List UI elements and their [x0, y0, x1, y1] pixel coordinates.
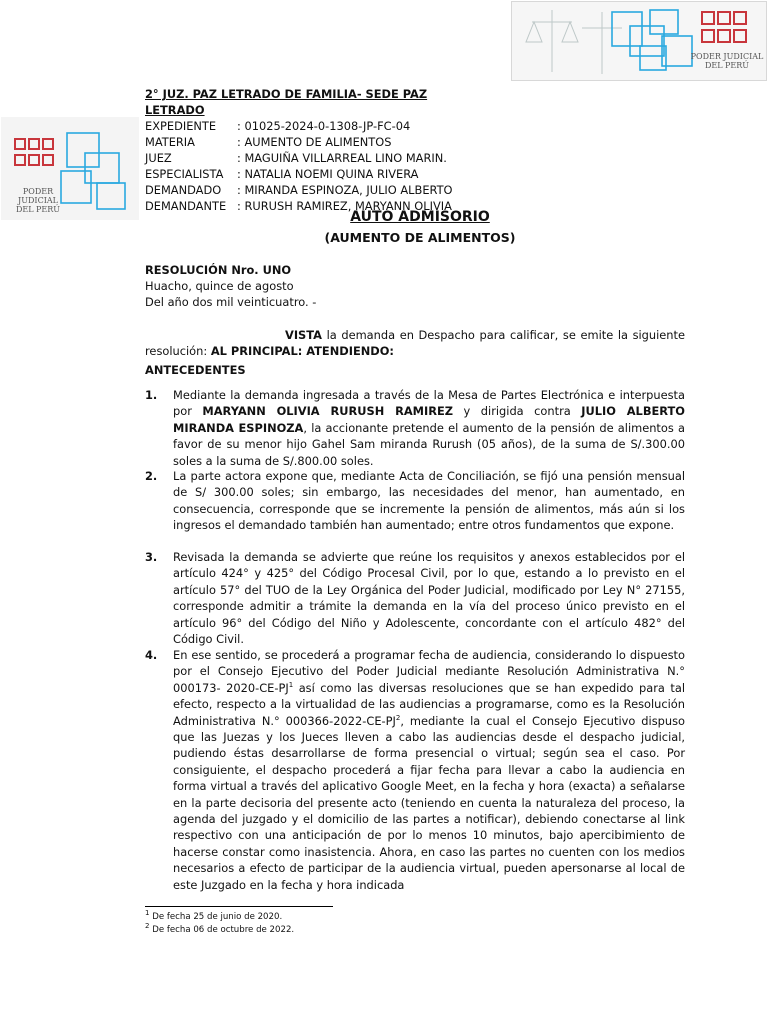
- plaintiff-name: MARYANN OLIVIA RURUSH RAMIREZ: [202, 404, 454, 419]
- list-item: [173, 387, 685, 469]
- item-text: y dirigida contra: [453, 404, 582, 419]
- header-value: : RURUSH RAMIREZ, MARYANN OLIVIA: [237, 199, 452, 213]
- header-row-materia: [145, 134, 485, 150]
- footnote-divider: [145, 906, 333, 907]
- item-text: , mediante la cual el Consejo Ejecutivo dispuso que las Juezas y los Jueces lleven a cabo las audiencias desde el despacho judicial, pudiendo éstas desarrollarse de forma presencial o virtual; según sea el caso. Por consiguiente, el despacho procederá a fijar fecha para llevar a cabo la audiencia en forma virtual a través del aplicativo Google Meet, en la fecha y hora (exacta) a señalarse en la parte decisoria del presente acto (teniendo en cuenta la naturaleza del proceso, la agenda del juzgado y el domicilio de las partes a notificar), debiendo conectarse al link respectivo con una anticipación de por lo menos 10 minutos, bajo apercibimiento de hacerse constar como inasistencia. Ahora, en caso las partes no cuenten con los medios necesarios a efecto de participar de la audiencia virtual, pueden apersonarse al local de este Juzgado en la fecha y hora indicada: [173, 713, 685, 892]
- intro-text: la demanda en Despacho para calificar, se emite la siguiente resolución:: [145, 328, 685, 359]
- header-value: : MAGUIÑA VILLARREAL LINO MARIN.: [237, 151, 447, 165]
- document-title: AUTO ADMISORIO: [350, 209, 490, 225]
- header-label: MATERIA: [145, 135, 195, 149]
- list-item: [173, 647, 685, 893]
- footnote: [145, 922, 295, 936]
- header-label: DEMANDADO: [145, 183, 222, 197]
- logo-brand-text: PODER JUDICIAL: [690, 52, 764, 61]
- header-value: : MIRANDA ESPINOZA, JULIO ALBERTO: [237, 183, 453, 197]
- footnote-text: De fecha 06 de octubre de 2022.: [149, 925, 295, 935]
- list-item: La parte actora expone que, mediante Acta de Conciliación, se fijó una pensión mensual de S/ 300.00 soles; sin embargo, las necesidades del menor, han aumentado, en consecuencia, corresponde que se incremente la pensión de alimentos, más aún si los ingresos el demandado también han aumentado; entre otros fundamentos que expone.: [173, 469, 685, 533]
- resolution-block: [145, 262, 316, 310]
- footnote: [145, 909, 283, 923]
- resolution-year: Del año dos mil veinticuatro. -: [145, 295, 317, 309]
- footnote-ref: 2: [395, 713, 401, 722]
- header-value: : AUMENTO DE ALIMENTOS: [237, 135, 392, 149]
- resolution-place-date: Huacho, quince de agosto: [145, 279, 294, 293]
- logo-brand-subtext: DEL PERÚ: [704, 61, 750, 70]
- logo-side-brand-text: PODER JUDICIAL: [18, 187, 58, 205]
- header-label: ESPECIALISTA: [145, 167, 224, 181]
- header-row-demandado: [145, 182, 485, 198]
- footnote-marker: 2: [145, 922, 150, 931]
- footnote-marker: 1: [145, 909, 150, 918]
- header-row-especialista: [145, 166, 485, 182]
- item-number: 1.: [145, 388, 158, 402]
- item-text: Mediante la demanda ingresada a través de la Mesa de Partes Electrónica e interpuesta por: [173, 388, 685, 419]
- poder-judicial-logo-banner: [511, 1, 767, 81]
- item-number: 2.: [145, 469, 158, 483]
- header-label: JUEZ: [145, 151, 172, 165]
- header-label: EXPEDIENTE: [145, 119, 217, 133]
- logo-side-brand-subtext: DEL PERÚ: [15, 205, 61, 214]
- defendant-name: JULIO ALBERTO MIRANDA ESPINOZA: [173, 404, 685, 435]
- header-row-expediente: [145, 118, 485, 134]
- resolution-number: RESOLUCIÓN Nro. UNO: [145, 263, 292, 277]
- intro-paragraph: [145, 327, 685, 360]
- footnote-text: De fecha 25 de junio de 2020.: [149, 912, 283, 922]
- footnote-ref: 1: [288, 681, 294, 690]
- intro-bold: AL PRINCIPAL: ATENDIENDO:: [210, 344, 394, 359]
- court-name: 2° JUZ. PAZ LETRADO DE FAMILIA- SEDE PAZ LETRADO: [145, 87, 428, 117]
- case-header: [145, 86, 485, 214]
- item-text: En ese sentido, se procederá a programar fecha de audiencia, considerando lo dispuesto por el Consejo Ejecutivo del Poder Judicial mediante Resolución Administrativa N.° 000173- 2020-CE-PJ: [173, 648, 685, 695]
- list-item: Revisada la demanda se advierte que reúne los requisitos y anexos establecidos por el artículo 424° y 425° del Código Procesal Civil, por lo que, estando a lo previsto en el artículo 57° del TUO de la Ley Orgánica del Poder Judicial, modificado por Ley N° 27155, corresponde admitir a trámite la demanda en la vía del proceso único previsto en el artículo 96° del Código del Niño y Adolescente, concordante con el artículo 482° del Código Civil.: [173, 550, 685, 647]
- poder-judicial-logo-side: [1, 117, 139, 220]
- header-label: DEMANDANTE: [145, 199, 227, 213]
- section-heading-antecedentes: ANTECEDENTES: [145, 363, 246, 377]
- header-row-juez: [145, 150, 485, 166]
- document-subtitle: (AUMENTO DE ALIMENTOS): [324, 230, 516, 245]
- header-value: : 01025-2024-0-1308-JP-FC-04: [237, 119, 411, 133]
- item-number: 4.: [145, 648, 158, 662]
- vista-label: VISTA: [285, 328, 322, 342]
- item-text: así como las diversas resoluciones que se han expedido para tal efecto, respecto a la virtualidad de las audiencias a programarse, como es la Resolución Administrativa N.° 000366-2022-CE-PJ: [173, 680, 685, 728]
- item-number: 3.: [145, 550, 158, 564]
- header-value: : NATALIA NOEMI QUINA RIVERA: [237, 167, 419, 181]
- item-text: , la accionante pretende el aumento de la pensión de alimentos a favor de su menor hijo Gahel Sam miranda Rurush (05 años), de la suma de S/.300.00 soles a la suma de S/.800.00 soles.: [173, 420, 685, 468]
